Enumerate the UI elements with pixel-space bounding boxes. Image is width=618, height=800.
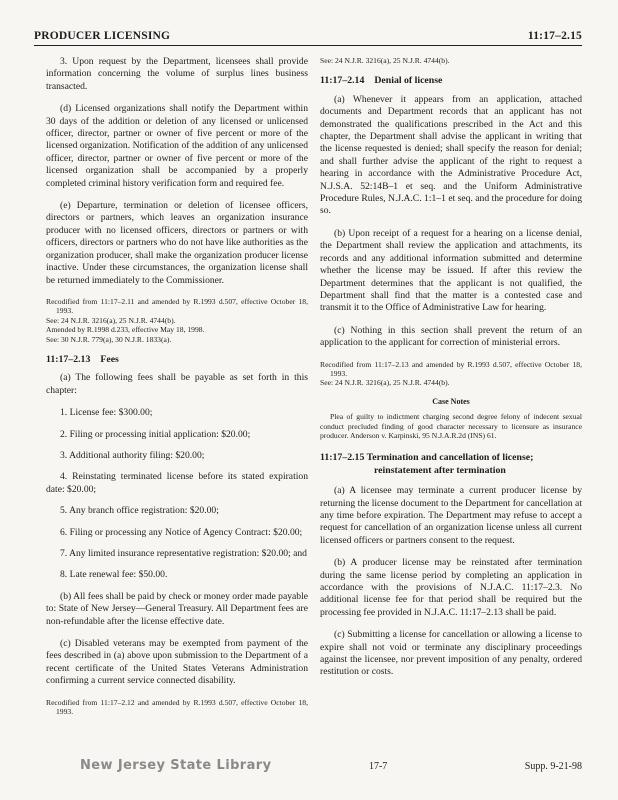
list-item: 1. License fee: $300.00; [60, 407, 153, 419]
paragraph: (a) A licensee may terminate a current producer license by returning the license document to the Department for cancellation at any time before expiration. The Department may refuse to accept a request for cancellation of an organization license unless all current licensed officers or partners consent to the request. [320, 485, 582, 546]
running-header [34, 30, 582, 46]
paragraph: (c) Nothing in this section shall prevent the return of an application to the applicant for correction of ministerial errors. [320, 324, 582, 349]
paragraph: (a) The following fees shall be payable as set forth in this chapter: [46, 372, 308, 396]
header-title: PRODUCER LICENSING [34, 30, 171, 42]
list-item: 7. Any limited insurance representative registration: $20.00; and [60, 548, 307, 559]
supplement-date: Supp. 9-21-98 [524, 761, 582, 772]
source-note: Recodified from 11:17–2.11 and amended by R.1993 d.507, effective October 18, 1993. See: 24 N.J.R. 3216(a), 25 N.J.R. 4744(b). Amended by R.1998 d.233, effective May 18, 1998. See: 30 N.J.R. 779(a), 30 N.J.R. 1833(a). [46, 296, 308, 344]
paragraph: 3. Upon request by the Department, licensees shall provide information concerning the volume of surplus lines business transacted. [46, 56, 308, 92]
case-notes-heading: Case Notes [432, 396, 470, 406]
case-note: Plea of guilty to indictment charging second degree felony of indecent sexual conduct precluded finding of good character necessary to licensure as insurance producer. Anderson v. Karpinski, 95 N.J.A.R.2d (INS) 61. [320, 412, 582, 440]
section-heading: 11:17–2.15 Termination and cancellation of license; reinstatement after termination [320, 452, 534, 476]
header-section: 11:17–2.15 [527, 30, 582, 42]
paragraph: (c) Disabled veterans may be exempted from payment of the fees described in (a) above upon submission to the Department of a recent certificate of the United States Veterans Administration confirming a current service connected disability. [46, 638, 308, 687]
list-item: 2. Filing or processing initial application: $20.00; [60, 428, 251, 440]
source-note: Recodified from 11:17–2.13 and amended by R.1993 d.507, effective October 18, 1993. See: 24 N.J.R. 3216(a), 25 N.J.R. 4744(b). [320, 359, 582, 388]
source-note: See: 24 N.J.R. 3216(a), 25 N.J.R. 4744(b). [320, 56, 450, 65]
fee-list [46, 407, 308, 582]
paragraph: (d) Licensed organizations shall notify the Department within 30 days of the addition or deletion of any licensed or unlicensed officer, director, partner or owner of five percent or more of the licensed organization. Notification of the addition of any unlicensed officer, director, partner or owner of five percent or more of the licensed organization shall be accompanied by a properly completed criminal history verification form and required fee. [46, 103, 308, 189]
list-item: 8. Late renewal fee: $50.00. [60, 569, 168, 581]
paragraph: (b) A producer license may be reinstated after termination during the same license period by completing an application in accordance with the provisions of N.J.A.C. 11:17–2.3. No additional license fee for that period shall be required but the processing fee provided in N.J.A.C. 11:17–2.13 shall be paid. [320, 557, 582, 618]
list-item: 3. Additional authority filing: $20.00; [60, 449, 205, 461]
paragraph: (c) Submitting a license for cancellation or allowing a license to expire shall not void or terminate any disciplinary proceedings against the licensee, nor prevent imposition of any penalty, ordered restitution or costs. [320, 629, 582, 678]
source-note: Recodified from 11:17–2.12 and amended by R.1993 d.507, effective October 18, 1993. [46, 697, 308, 717]
library-stamp: New Jersey State Library [80, 758, 272, 773]
left-column [46, 56, 308, 724]
list-item: 5. Any branch office registration: $20.00; [60, 505, 219, 517]
paragraph: (b) All fees shall be paid by check or money order made payable to: State of New Jersey—General Treasury. All Department fees are non-refundable after the license effective date. [46, 590, 308, 627]
list-item: 4. Reinstating terminated license before its stated expiration date: $20.00; [46, 471, 308, 495]
paragraph: (a) Whenever it appears from an application, attached documents and Department records that an applicant has not demonstrated the qualifications prescribed in the Act and this chapter, the Department shall advise the applicant in writing that the license requested is denied; shall specify the reason for denial; and shall further advise the applicant of the right to request a hearing in accordance with the Administrative Procedure Act, N.J.S.A. 52:14B–1 et seq. and the Uniform Administrative Procedure Rules, N.J.A.C. 1:1–1 et seq. and the procedure for doing so. [320, 93, 582, 217]
right-column [320, 56, 582, 689]
paragraph: (b) Upon receipt of a request for a hearing on a license denial, the Department shall review the application and attachments, its records and any additional information submitted and determine whether the license may be issued. If after this review the Department determines that the applicant is not qualified, the Department shall find that the matter is a contested case and transmit it to the Office of Administrative Law for hearing. [320, 227, 582, 314]
page-number: 17-7 [368, 761, 388, 772]
paragraph: (e) Departure, termination or deletion of licensee officers, directors or partners, which leaves an organization insurance producer with no licensed officers, directors or partners or with officers, directors or partners who do not have like authorities as the organization producer, shall make the organization producer license inactive. Under these circumstances, the organization license shall be returned immediately to the Commissioner. [46, 200, 308, 286]
section-heading: 11:17–2.14 Denial of license [320, 75, 443, 87]
section-heading: 11:17–2.13 Fees [46, 353, 119, 365]
page-footer [80, 758, 582, 773]
list-item: 6. Filing or processing any Notice of Agency Contract: $20.00; [60, 526, 303, 538]
